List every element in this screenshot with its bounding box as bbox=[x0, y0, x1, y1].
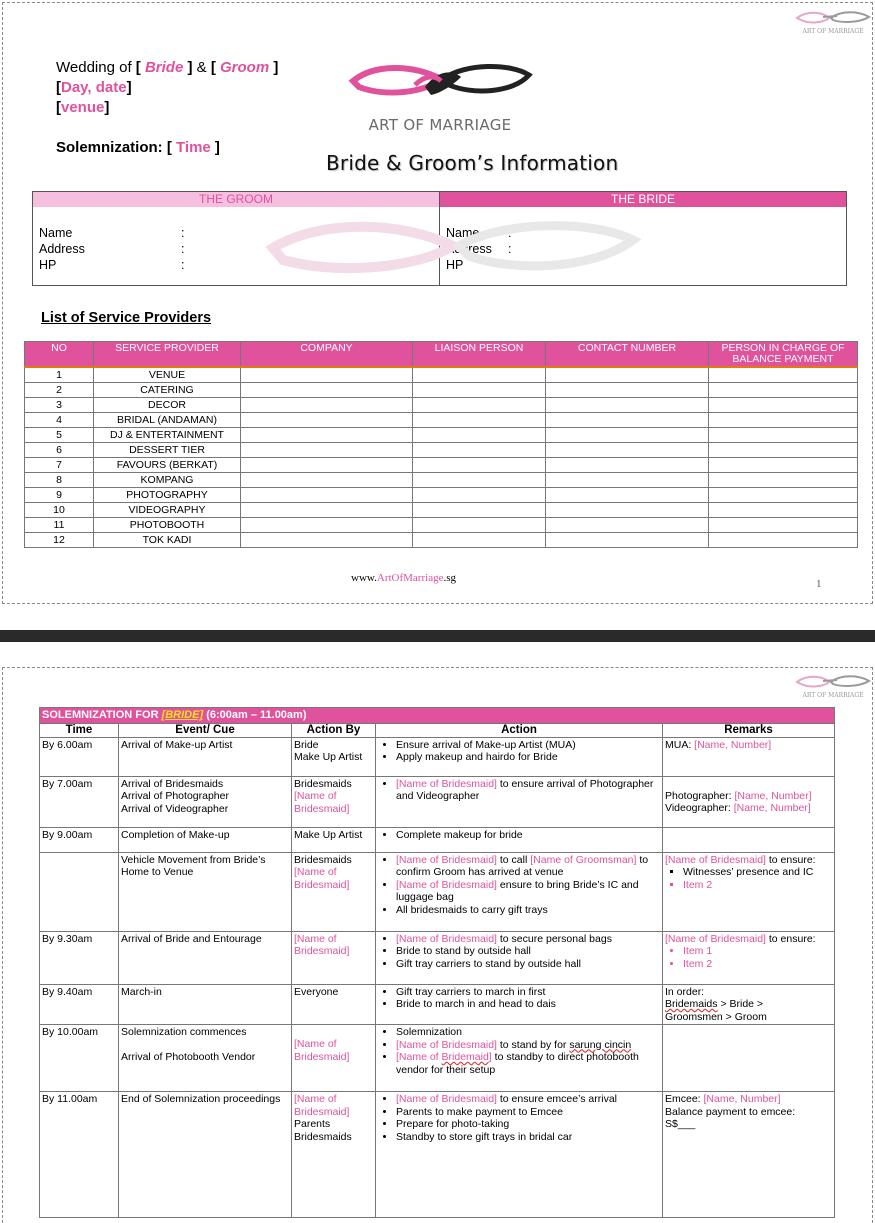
table-row bbox=[25, 367, 858, 383]
bridesmaid-placeholder: [Name of Bridesmaid] bbox=[665, 932, 766, 945]
action-text: to confirm Groom has arrived at venue bbox=[396, 853, 649, 878]
event-cell: Completion of Make-up bbox=[119, 827, 292, 852]
schedule-title-row bbox=[40, 708, 835, 724]
bracket: [ bbox=[56, 79, 61, 96]
provider-name: DJ & ENTERTAINMENT bbox=[94, 428, 241, 443]
bridesmaid-placeholder: [Name of Bridesmaid] bbox=[665, 853, 766, 866]
table-row bbox=[40, 827, 835, 852]
action-cell bbox=[376, 931, 663, 984]
company-cell[interactable] bbox=[241, 443, 413, 458]
remark-label: Emcee: bbox=[665, 1093, 704, 1105]
table-row bbox=[25, 518, 858, 533]
solemnization-schedule-table bbox=[39, 707, 835, 1218]
logo-text: ART OF MARRIAGE bbox=[368, 116, 512, 134]
bride-address-label: Address bbox=[446, 242, 492, 256]
list-item bbox=[396, 933, 660, 946]
table-header-row bbox=[25, 342, 858, 368]
col-event: Event/ Cue bbox=[119, 723, 292, 737]
action-cell bbox=[376, 776, 663, 827]
payment-person-cell[interactable] bbox=[709, 518, 858, 533]
bracket: [ bbox=[135, 59, 145, 76]
company-cell[interactable] bbox=[241, 473, 413, 488]
table-row bbox=[25, 413, 858, 428]
list-item: • Ensure arrival of Make-up Artist (MUA) bbox=[396, 739, 660, 752]
groom-name-colon: : bbox=[181, 226, 185, 240]
bracket: ] bbox=[104, 99, 110, 116]
provider-name: TOK KADI bbox=[94, 533, 241, 548]
logo-mark-icon bbox=[793, 672, 873, 694]
action-text: ensure to bring Bride’s IC and luggage bag bbox=[396, 878, 639, 903]
provider-no: 6 bbox=[25, 443, 94, 458]
provider-no: 7 bbox=[25, 458, 94, 473]
liaison-cell[interactable] bbox=[413, 443, 546, 458]
provider-no: 8 bbox=[25, 473, 94, 488]
event-cell: Arrival of Bride and Entourage bbox=[119, 931, 292, 984]
event-cell bbox=[119, 1025, 292, 1092]
payment-person-cell[interactable] bbox=[709, 473, 858, 488]
liaison-cell[interactable] bbox=[413, 458, 546, 473]
bride-name-label: Name bbox=[446, 226, 480, 240]
solemnization-label: Solemnization: bbox=[56, 139, 167, 156]
logo-small-text: ART OF MARRIAGE bbox=[802, 692, 864, 699]
action-by: [Name of Bridesmaid] bbox=[294, 790, 350, 815]
bracket: [ bbox=[210, 59, 220, 76]
table-row bbox=[25, 398, 858, 413]
company-cell[interactable] bbox=[241, 458, 413, 473]
bridesmaid-placeholder: Bridemaid bbox=[441, 1051, 489, 1063]
contact-cell[interactable] bbox=[546, 383, 709, 398]
remarks-cell bbox=[663, 852, 835, 931]
col-action: Action bbox=[376, 723, 663, 737]
contact-cell[interactable] bbox=[546, 518, 709, 533]
provider-no: 3 bbox=[25, 398, 94, 413]
payment-person-cell[interactable] bbox=[709, 367, 858, 383]
bridesmaid-placeholder: [Name of Bridesmaid] bbox=[396, 932, 497, 945]
ampersand: & bbox=[192, 59, 211, 76]
payment-person-cell[interactable] bbox=[709, 428, 858, 443]
action-by: Make Up Artist bbox=[294, 751, 363, 763]
bride-hp-label: HP bbox=[446, 258, 464, 272]
table-row bbox=[40, 1092, 835, 1218]
action-cell bbox=[376, 1092, 663, 1218]
list-item bbox=[396, 778, 660, 803]
payment-person-cell[interactable] bbox=[709, 443, 858, 458]
col-no: NO bbox=[25, 342, 94, 368]
list-item: • Apply makeup and hairdo for Bride bbox=[396, 751, 660, 764]
list-item: • Prepare for photo-taking bbox=[396, 1118, 660, 1131]
schedule-title bbox=[40, 708, 835, 724]
art-of-marriage-logo bbox=[345, 57, 535, 134]
col-contact-number: CONTACT NUMBER bbox=[546, 342, 709, 368]
table-row bbox=[25, 488, 858, 503]
logo-small bbox=[793, 672, 873, 702]
company-cell[interactable] bbox=[241, 383, 413, 398]
provider-name: PHOTOBOOTH bbox=[94, 518, 241, 533]
logo-mark-icon bbox=[345, 57, 535, 107]
list-item: ▪ Witnesses’ presence and IC bbox=[683, 866, 832, 879]
list-item: • Bride to march in and head to dais bbox=[396, 998, 660, 1011]
action-cell bbox=[376, 1025, 663, 1092]
remark-label: MUA: bbox=[665, 738, 695, 751]
action-text: sarung cincin bbox=[569, 1038, 632, 1051]
table-row bbox=[40, 737, 835, 776]
action-text: to standby to direct photobooth vendor for their setup bbox=[396, 1051, 639, 1076]
company-cell[interactable] bbox=[241, 488, 413, 503]
action-by-cell: Everyone bbox=[292, 984, 376, 1025]
remarks-cell bbox=[663, 931, 835, 984]
logo-mark-icon bbox=[793, 8, 873, 30]
remark-text: to ensure: bbox=[765, 853, 816, 866]
list-item: ▪ Item 2 bbox=[683, 879, 832, 892]
bracket: ] bbox=[269, 59, 279, 76]
remark-line bbox=[665, 802, 832, 815]
logo-small bbox=[793, 8, 873, 38]
provider-no: 4 bbox=[25, 413, 94, 428]
solemnization-line bbox=[56, 139, 220, 156]
action-text: to stand by for bbox=[496, 1038, 570, 1051]
liaison-cell[interactable] bbox=[413, 398, 546, 413]
action-cell bbox=[376, 827, 663, 852]
logo-small-text: ART OF MARRIAGE bbox=[802, 28, 864, 35]
company-cell[interactable] bbox=[241, 398, 413, 413]
action-by: Bridesmaids bbox=[294, 853, 352, 866]
list-item bbox=[396, 1051, 660, 1076]
bracket: ] bbox=[210, 139, 220, 156]
title-prefix: SOLEMNIZATION FOR bbox=[42, 709, 162, 721]
provider-no: 1 bbox=[25, 367, 94, 383]
time-cell: By 6.00am bbox=[40, 737, 119, 776]
remark-line bbox=[665, 790, 832, 803]
remarks-cell bbox=[663, 984, 835, 1025]
list-item: • Item 1 bbox=[683, 945, 832, 958]
page-separator bbox=[0, 630, 875, 642]
time-cell: By 7.00am bbox=[40, 776, 119, 827]
provider-name: VENUE bbox=[94, 367, 241, 383]
remark-label: Photographer: bbox=[665, 789, 735, 802]
action-by: Parents bbox=[294, 1118, 331, 1130]
col-liaison-person: LIAISON PERSON bbox=[413, 342, 546, 368]
company-cell[interactable] bbox=[241, 367, 413, 383]
provider-no: 10 bbox=[25, 503, 94, 518]
groom-hp-label: HP bbox=[39, 258, 57, 272]
table-row bbox=[40, 776, 835, 827]
contact-cell[interactable] bbox=[546, 488, 709, 503]
wedding-line bbox=[56, 59, 278, 76]
liaison-cell[interactable] bbox=[413, 367, 546, 383]
contact-cell[interactable] bbox=[546, 398, 709, 413]
company-cell[interactable] bbox=[241, 518, 413, 533]
contact-cell[interactable] bbox=[546, 533, 709, 548]
groom-hp-colon: : bbox=[181, 258, 185, 272]
action-text: to ensure arrival of Photographer and Videographer bbox=[396, 777, 654, 802]
bridesmaid-placeholder: [Name of Bridesmaid] bbox=[396, 878, 497, 891]
groom-name-label: Name bbox=[39, 226, 73, 240]
action-by-cell: [Name of Bridesmaid] bbox=[292, 931, 376, 984]
payment-person-cell[interactable] bbox=[709, 533, 858, 548]
remarks-cell bbox=[663, 737, 835, 776]
remarks-cell bbox=[663, 776, 835, 827]
payment-person-cell[interactable] bbox=[709, 398, 858, 413]
bridesmaid-placeholder: [Name of Bridesmaid] bbox=[396, 1093, 497, 1105]
action-by-cell bbox=[292, 852, 376, 931]
list-item bbox=[396, 879, 660, 904]
time-cell: By 9.00am bbox=[40, 827, 119, 852]
company-cell[interactable] bbox=[241, 413, 413, 428]
groom-placeholder: Groom bbox=[219, 59, 270, 76]
action-by-cell bbox=[292, 737, 376, 776]
provider-no: 2 bbox=[25, 383, 94, 398]
venue-line bbox=[56, 99, 109, 116]
remarks-cell bbox=[663, 1025, 835, 1092]
provider-name: KOMPANG bbox=[94, 473, 241, 488]
payment-person-cell[interactable] bbox=[709, 383, 858, 398]
event-cell: End of Solemnization proceedings bbox=[119, 1092, 292, 1218]
remarks-cell bbox=[663, 827, 835, 852]
table-row bbox=[40, 984, 835, 1025]
groom-heading: THE GROOM bbox=[33, 192, 439, 207]
bracket: [ bbox=[166, 139, 177, 156]
provider-name: VIDEOGRAPHY bbox=[94, 503, 241, 518]
col-time: Time bbox=[40, 723, 119, 737]
action-cell bbox=[376, 984, 663, 1025]
action-by: [Name of Bridesmaid] bbox=[294, 1093, 350, 1118]
event-line: Arrival of Photobooth Vendor bbox=[121, 1050, 256, 1063]
provider-name: DECOR bbox=[94, 398, 241, 413]
groom-address-colon: : bbox=[181, 242, 185, 256]
bride-hp-colon: : bbox=[508, 258, 512, 272]
list-item: • Gift tray carriers to march in first bbox=[396, 986, 660, 999]
liaison-cell[interactable] bbox=[413, 473, 546, 488]
bridesmaid-placeholder: [Name of Bridesmaid] bbox=[396, 853, 497, 866]
col-service-provider: SERVICE PROVIDER bbox=[94, 342, 241, 368]
payment-person-cell[interactable] bbox=[709, 503, 858, 518]
groomsman-placeholder: [Name of Groomsman] bbox=[530, 853, 637, 866]
bride-name-colon: : bbox=[508, 226, 512, 240]
action-cell bbox=[376, 852, 663, 931]
company-cell[interactable] bbox=[241, 503, 413, 518]
provider-no: 9 bbox=[25, 488, 94, 503]
action-by: [Name of Bridesmaid] bbox=[294, 1038, 350, 1063]
provider-name: CATERING bbox=[94, 383, 241, 398]
remarks-cell bbox=[663, 1092, 835, 1218]
remark-text: to ensure: bbox=[765, 932, 816, 945]
contact-cell[interactable] bbox=[546, 503, 709, 518]
wedding-prefix: Wedding of bbox=[56, 59, 136, 76]
list-item: • Gift tray carriers to stand by outside hall bbox=[396, 958, 660, 971]
action-by-cell bbox=[292, 1025, 376, 1092]
company-cell[interactable] bbox=[241, 428, 413, 443]
schedule-header-row bbox=[40, 723, 835, 737]
bride-placeholder: Bride bbox=[144, 59, 184, 76]
action-by-cell: Make Up Artist bbox=[292, 827, 376, 852]
event-cell: March-in bbox=[119, 984, 292, 1025]
payment-person-cell[interactable] bbox=[709, 488, 858, 503]
table-row bbox=[25, 458, 858, 473]
contact-cell[interactable] bbox=[546, 367, 709, 383]
bracket: [ bbox=[56, 99, 61, 116]
list-item: • Parents to make payment to Emcee bbox=[396, 1106, 660, 1119]
time-cell: By 11.00am bbox=[40, 1092, 119, 1218]
provider-name: BRIDAL (ANDAMAN) bbox=[94, 413, 241, 428]
liaison-cell[interactable] bbox=[413, 518, 546, 533]
remark-value: [Name, Number] bbox=[733, 802, 811, 814]
contact-cell[interactable] bbox=[546, 473, 709, 488]
footer-url bbox=[351, 572, 456, 584]
remark-line bbox=[665, 998, 832, 1011]
day-date-line bbox=[56, 79, 132, 96]
bride-address-colon: : bbox=[508, 242, 512, 256]
time-cell: By 9.30am bbox=[40, 931, 119, 984]
contact-cell[interactable] bbox=[546, 443, 709, 458]
list-item bbox=[396, 854, 660, 879]
watermark-logo-icon bbox=[263, 212, 643, 282]
col-action-by: Action By bbox=[292, 723, 376, 737]
title-suffix: (6:00am – 11.00am) bbox=[203, 709, 307, 721]
liaison-cell[interactable] bbox=[413, 413, 546, 428]
provider-name: FAVOURS (BERKAT) bbox=[94, 458, 241, 473]
list-item: • Item 2 bbox=[683, 958, 832, 971]
table-row bbox=[40, 931, 835, 984]
title-bride: [BRIDE] bbox=[161, 709, 204, 721]
action-by-cell bbox=[292, 1092, 376, 1218]
time-cell: By 10.00am bbox=[40, 1025, 119, 1092]
remark-value: [Name, Number] bbox=[734, 789, 812, 802]
service-providers-title: List of Service Providers bbox=[41, 310, 212, 326]
document-page-1 bbox=[2, 2, 873, 604]
list-item: • Standby to store gift trays in bridal car bbox=[396, 1131, 660, 1144]
remark-line: S$___ bbox=[665, 1118, 696, 1130]
list-item: • Complete makeup for bride bbox=[396, 829, 660, 842]
groom-bride-table bbox=[32, 191, 847, 286]
company-cell[interactable] bbox=[241, 533, 413, 548]
remark-text: > Bride > bbox=[717, 998, 764, 1010]
table-row bbox=[25, 503, 858, 518]
col-person-in-charge: PERSON IN CHARGE OF BALANCE PAYMENT bbox=[709, 342, 858, 368]
venue-placeholder: venue bbox=[61, 99, 105, 116]
contact-cell[interactable] bbox=[546, 428, 709, 443]
liaison-cell[interactable] bbox=[413, 428, 546, 443]
footer-url-prefix: www. bbox=[351, 572, 377, 584]
bridesmaid-placeholder: ] bbox=[488, 1051, 492, 1063]
provider-name: DESSERT TIER bbox=[94, 443, 241, 458]
contact-cell[interactable] bbox=[546, 413, 709, 428]
event-cell: Arrival of Make-up Artist bbox=[119, 737, 292, 776]
table-row bbox=[40, 1025, 835, 1092]
footer-url-suffix: .sg bbox=[443, 572, 456, 584]
list-item: • Bride to stand by outside hall bbox=[396, 945, 660, 958]
remark-label: Videographer: bbox=[665, 802, 734, 814]
provider-name: PHOTOGRAPHY bbox=[94, 488, 241, 503]
table-row bbox=[40, 852, 835, 931]
action-by: [Name of Bridesmaid] bbox=[294, 866, 350, 891]
liaison-cell[interactable] bbox=[413, 503, 546, 518]
time-placeholder: Time bbox=[176, 139, 211, 156]
bridesmaid-placeholder: [Name of Bridesmaid] bbox=[396, 1038, 497, 1051]
action-by-cell bbox=[292, 776, 376, 827]
col-company: COMPANY bbox=[241, 342, 413, 368]
bride-heading: THE BRIDE bbox=[440, 192, 846, 207]
action-by: Bride bbox=[294, 738, 319, 751]
time-cell: By 9.40am bbox=[40, 984, 119, 1025]
event-line: Arrival of Photographer bbox=[121, 790, 229, 802]
bridesmaid-placeholder: [Name of Bridesmaid] bbox=[396, 777, 497, 790]
day-date-placeholder: Day, date bbox=[61, 79, 127, 96]
groom-address-label: Address bbox=[39, 242, 85, 256]
liaison-cell[interactable] bbox=[413, 383, 546, 398]
action-text: to call bbox=[496, 853, 531, 866]
table-row bbox=[25, 428, 858, 443]
time-cell bbox=[40, 852, 119, 931]
list-item: • Solemnization bbox=[396, 1026, 660, 1039]
provider-no: 5 bbox=[25, 428, 94, 443]
payment-person-cell[interactable] bbox=[709, 413, 858, 428]
list-item bbox=[396, 1093, 660, 1106]
action-cell bbox=[376, 737, 663, 776]
action-text: to secure personal bags bbox=[496, 932, 612, 945]
event-cell bbox=[119, 776, 292, 827]
action-text: to ensure emcee’s arrival bbox=[496, 1093, 617, 1105]
bridesmaid-placeholder: [Name of bbox=[396, 1051, 442, 1063]
action-by: Bridesmaids bbox=[294, 777, 352, 790]
remark-line: Balance payment to emcee: bbox=[665, 1105, 796, 1118]
list-item: • All bridesmaids to carry gift trays bbox=[396, 904, 660, 917]
remark-value: [Name, Number] bbox=[694, 738, 772, 751]
remark-text: Bridemaids bbox=[665, 998, 718, 1010]
footer-url-brand: ArtOfMarriage bbox=[376, 572, 444, 584]
table-row bbox=[25, 443, 858, 458]
event-line: Arrival of Bridesmaids bbox=[121, 777, 224, 790]
remark-line: In order: bbox=[665, 985, 705, 998]
liaison-cell[interactable] bbox=[413, 533, 546, 548]
remark-value: [Name, Number] bbox=[703, 1093, 781, 1105]
bracket: ] bbox=[183, 59, 193, 76]
liaison-cell[interactable] bbox=[413, 488, 546, 503]
table-row bbox=[25, 383, 858, 398]
payment-person-cell[interactable] bbox=[709, 458, 858, 473]
provider-no: 11 bbox=[25, 518, 94, 533]
table-row bbox=[25, 533, 858, 548]
action-by: Bridesmaids bbox=[294, 1130, 352, 1143]
provider-no: 12 bbox=[25, 533, 94, 548]
table-row bbox=[25, 473, 858, 488]
list-item bbox=[396, 1039, 660, 1052]
remark-line: Groomsmen > Groom bbox=[665, 1010, 767, 1023]
event-cell: Vehicle Movement from Bride’s Home to Venue bbox=[119, 852, 292, 931]
info-title: Bride & Groom’s Information bbox=[326, 151, 619, 175]
event-line: Solemnization commences bbox=[121, 1026, 247, 1038]
col-remarks: Remarks bbox=[663, 723, 835, 737]
contact-cell[interactable] bbox=[546, 458, 709, 473]
service-providers-table bbox=[24, 341, 858, 548]
page-number: 1 bbox=[816, 578, 822, 590]
event-line: Arrival of Videographer bbox=[121, 802, 229, 815]
bracket: ] bbox=[126, 79, 132, 96]
